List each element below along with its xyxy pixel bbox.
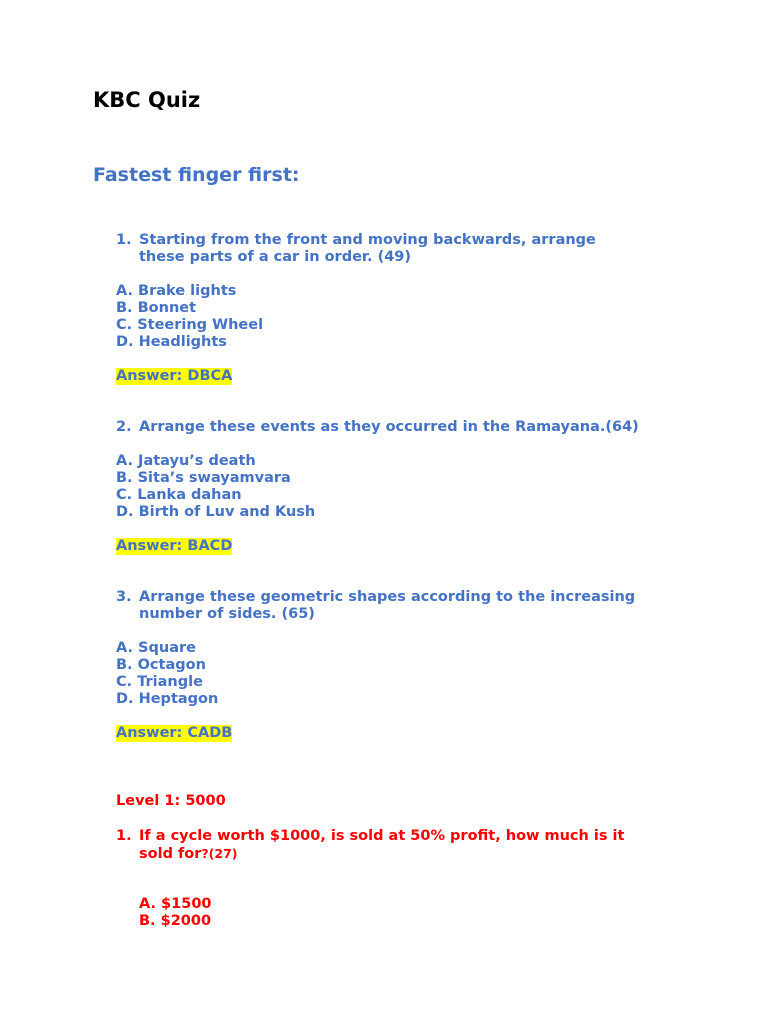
- answer-option: C. Triangle: [116, 674, 203, 690]
- question-text-line: Arrange these events as they occurred in the Ramayana.(64): [139, 419, 639, 435]
- section-heading: Fastest finger first:: [93, 164, 300, 186]
- question-number: 1.: [116, 232, 132, 248]
- question-text-line: [139, 845, 238, 863]
- answer-option: C. Steering Wheel: [116, 317, 264, 333]
- answer-option: A. Brake lights: [116, 283, 237, 299]
- answer-option: A. Jatayu’s death: [116, 453, 256, 469]
- answer-option: A. $1500: [139, 896, 212, 912]
- question-text-line: Starting from the front and moving backwards, arrange: [139, 232, 596, 248]
- question-text-line: If a cycle worth $1000, is sold at 50% profit, how much is it: [139, 828, 625, 844]
- question-points: ?(27): [201, 846, 238, 861]
- answer-highlight: Answer: CADB: [116, 725, 233, 741]
- question-text-line: Arrange these geometric shapes according to the increasing: [139, 589, 636, 605]
- answer-option: B. $2000: [139, 913, 212, 929]
- question-number: 2.: [116, 419, 132, 435]
- level-heading: Level 1: 5000: [116, 793, 226, 809]
- answer-highlight: Answer: DBCA: [116, 368, 233, 384]
- answer-option: D. Birth of Luv and Kush: [116, 504, 316, 520]
- answer-option: B. Bonnet: [116, 300, 197, 316]
- document-title: KBC Quiz: [93, 88, 201, 112]
- answer-option: D. Headlights: [116, 334, 227, 350]
- question-text-main: sold for: [139, 846, 202, 862]
- question-text-line: these parts of a car in order. (49): [139, 249, 411, 265]
- answer-option: B. Octagon: [116, 657, 206, 673]
- answer-option: A. Square: [116, 640, 196, 656]
- answer-highlight: Answer: BACD: [116, 538, 233, 554]
- question-text-line: number of sides. (65): [139, 606, 315, 622]
- answer-option: D. Heptagon: [116, 691, 219, 707]
- question-number: 1.: [116, 828, 132, 844]
- answer-option: B. Sita’s swayamvara: [116, 470, 291, 486]
- answer-option: C. Lanka dahan: [116, 487, 242, 503]
- question-number: 3.: [116, 589, 132, 605]
